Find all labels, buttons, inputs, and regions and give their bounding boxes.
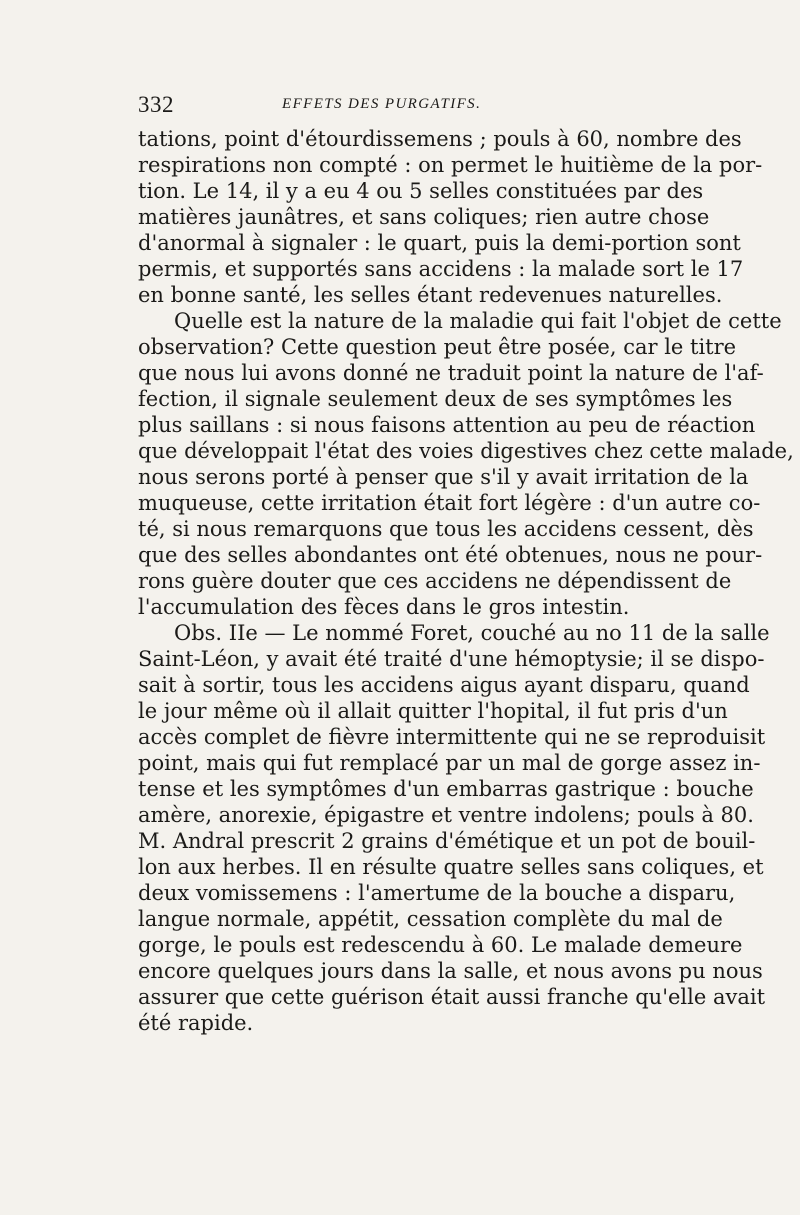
running-title: EFFETS DES PURGATIFS. — [282, 96, 482, 112]
text-line: d'anormal à signaler : le quart, puis la demi-portion sont — [138, 231, 741, 255]
body-text — [138, 126, 794, 1036]
text-line: M. Andral prescrit 2 grains d'émétique et un pot de bouil- — [138, 829, 756, 853]
text-line: encore quelques jours dans la salle, et nous avons pu nous — [138, 959, 763, 983]
text-line: l'accumulation des fèces dans le gros intestin. — [138, 595, 630, 619]
text-line: observation? Cette question peut être posée, car le titre — [138, 335, 737, 359]
text-line: rons guère douter que ces accidens ne dépendissent de — [138, 569, 732, 593]
text-line: té, si nous remarquons que tous les accidens cessent, dès — [138, 517, 754, 541]
text-line: point, mais qui fut remplacé par un mal de gorge assez in- — [138, 751, 761, 775]
text-line: plus saillans : si nous faisons attention au peu de réaction — [138, 413, 756, 437]
observation-heading-line: Obs. IIe — Le nommé Foret, couché au no 11 de la salle — [174, 621, 770, 645]
text-line: que des selles abondantes ont été obtenues, nous ne pour- — [138, 543, 763, 567]
text-line: deux vomissemens : l'amertume de la bouche a disparu, — [138, 881, 736, 905]
text-line: langue normale, appétit, cessation complète du mal de — [138, 907, 723, 931]
text-line: Saint-Léon, y avait été traité d'une hémoptysie; il se dispo- — [138, 647, 765, 671]
text-line: amère, anorexie, épigastre et ventre indolens; pouls à 80. — [138, 803, 754, 827]
text-line: muqueuse, cette irritation était fort légère : d'un autre co- — [138, 491, 761, 515]
text-line: lon aux herbes. Il en résulte quatre selles sans coliques, et — [138, 855, 764, 879]
text-line: que développait l'état des voies digestives chez cette malade, — [138, 439, 794, 463]
text-line: été rapide. — [138, 1011, 254, 1035]
text-line: sait à sortir, tous les accidens aigus ayant disparu, quand — [138, 673, 750, 697]
running-head — [138, 92, 668, 116]
text-line: tense et les symptômes d'un embarras gastrique : bouche — [138, 777, 754, 801]
text-line: permis, et supportés sans accidens : la malade sort le 17 — [138, 257, 744, 281]
text-line: matières jaunâtres, et sans coliques; rien autre chose — [138, 205, 710, 229]
text-line: fection, il signale seulement deux de ses symptômes les — [138, 387, 733, 411]
text-line: assurer que cette guérison était aussi franche qu'elle avait — [138, 985, 766, 1009]
text-line: gorge, le pouls est redescendu à 60. Le malade demeure — [138, 933, 743, 957]
text-line: tations, point d'étourdissemens ; pouls à 60, nombre des — [138, 127, 742, 151]
text-line: accès complet de fièvre intermittente qui ne se reproduisit — [138, 725, 766, 749]
text-line: en bonne santé, les selles étant redevenues naturelles. — [138, 283, 723, 307]
text-line: le jour même où il allait quitter l'hopital, il fut pris d'un — [138, 699, 728, 723]
text-line: que nous lui avons donné ne traduit point la nature de l'af- — [138, 361, 764, 385]
text-line: respirations non compté : on permet le huitième de la por- — [138, 153, 763, 177]
text-line: tion. Le 14, il y a eu 4 ou 5 selles constituées par des — [138, 179, 704, 203]
paragraph-start-line: Quelle est la nature de la maladie qui fait l'objet de cette — [174, 309, 782, 333]
text-line: nous serons porté à penser que s'il y avait irritation de la — [138, 465, 749, 489]
page-number: 332 — [138, 92, 174, 117]
